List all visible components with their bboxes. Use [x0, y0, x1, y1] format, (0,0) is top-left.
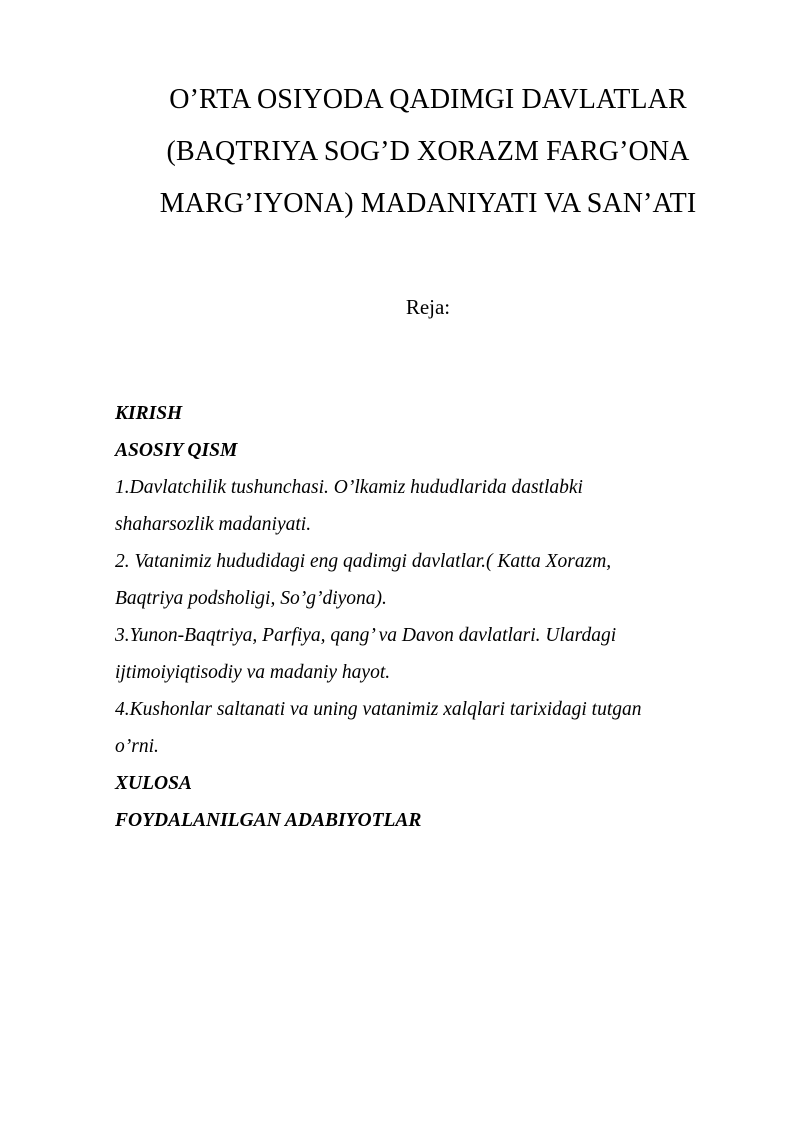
plan-item-3-line-2: ijtimoiyiqtisodiy va madaniy hayot. [115, 662, 391, 683]
title-line-1: O’RTA OSIYODA QADIMGI DAVLATLAR [169, 84, 687, 115]
plan-item-4-line-2: o’rni. [115, 736, 159, 757]
plan-item-4-line-1: 4.Kushonlar saltanati va uning vatanimiz xalqlari tarixidagi tutgan [115, 699, 642, 720]
plan-item-2-line-1: 2. Vatanimiz hududidagi eng qadimgi davlatlar.( Katta Xorazm, [115, 551, 612, 572]
plan-item-2-line-2: Baqtriya podsholigi, So’g’diyona). [115, 588, 387, 609]
plan-intro: KIRISH [115, 403, 183, 424]
plan-main-part: ASOSIY QISM [115, 440, 238, 461]
plan-list [115, 395, 725, 839]
plan-conclusion: XULOSA [115, 773, 192, 794]
plan-item-1-line-1: 1.Davlatchilik tushunchasi. O’lkamiz hududlarida dastlabki [115, 477, 583, 498]
plan-references: FOYDALANILGAN ADABIYOTLAR [115, 810, 422, 831]
plan-item-1-line-2: shaharsozlik madaniyati. [115, 514, 312, 535]
title-line-3: MARG’IYONA) MADANIYATI VA SAN’ATI [159, 188, 697, 219]
plan-heading: Reja: [405, 295, 451, 319]
document-title [110, 74, 746, 230]
title-line-2: (BAQTRIYA SOG’D XORAZM FARG’ONA [166, 136, 690, 167]
plan-item-3-line-1: 3.Yunon-Baqtriya, Parfiya, qang’ va Davon davlatlari. Ulardagi [115, 625, 617, 646]
